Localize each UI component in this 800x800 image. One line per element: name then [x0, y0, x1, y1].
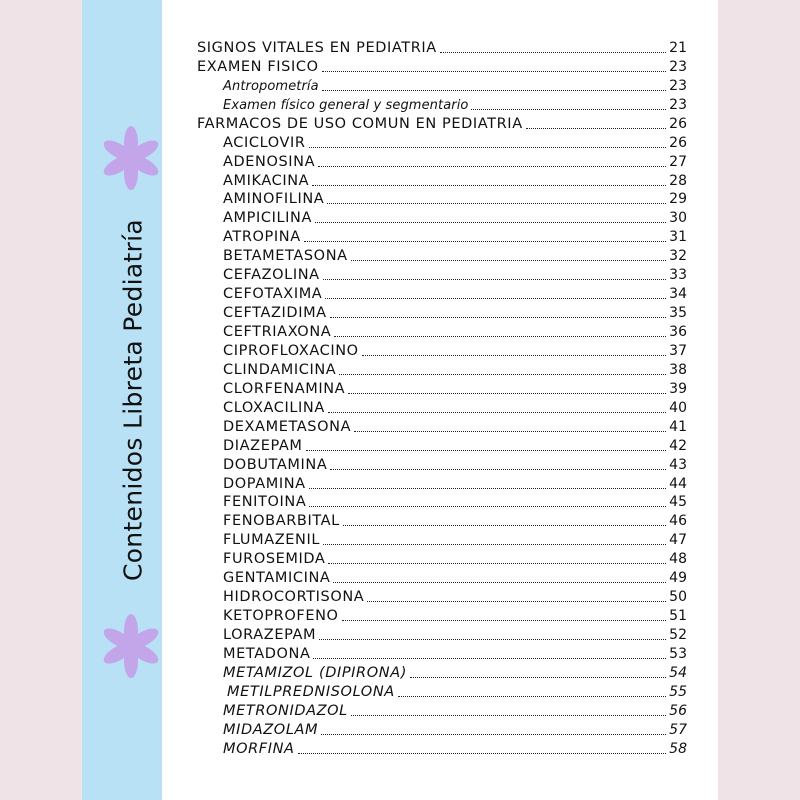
- toc-entry-label: FENITOINA: [223, 494, 307, 511]
- toc-entry-label: MIDAZOLAM: [223, 721, 319, 738]
- toc-entry: [197, 38, 687, 57]
- toc-entry-label: CEFTAZIDIMA: [223, 305, 327, 322]
- dot-leader: [410, 676, 666, 678]
- toc-entry-page: 23: [669, 58, 687, 75]
- dot-leader: [328, 562, 666, 564]
- toc-entry-page: 27: [669, 153, 687, 170]
- toc-entry-page: 50: [669, 589, 687, 606]
- toc-entry: [197, 284, 687, 303]
- toc-entry-page: 51: [669, 608, 687, 625]
- toc-entry-label: HIDROCORTISONA: [223, 589, 365, 606]
- toc-entry-page: 53: [669, 645, 687, 662]
- dot-leader: [309, 505, 666, 507]
- toc-entry-label: ACICLOVIR: [223, 134, 306, 151]
- toc-entry-page: 33: [669, 267, 687, 284]
- toc-entry: [197, 190, 687, 209]
- dot-leader: [315, 221, 666, 223]
- toc-entry-page: 57: [669, 721, 687, 738]
- toc-entry: [197, 303, 687, 322]
- toc-entry-page: 39: [669, 380, 687, 397]
- toc-entry: [197, 455, 687, 474]
- toc-entry: [197, 360, 687, 379]
- dot-leader: [339, 373, 666, 375]
- toc-entry-page: 32: [669, 248, 687, 265]
- toc-entry-label: LORAZEPAM: [223, 627, 317, 643]
- toc-entry-page: 23: [669, 77, 687, 94]
- toc-entry: [197, 436, 687, 455]
- dot-leader: [328, 411, 666, 413]
- toc-entry-page: 56: [669, 702, 687, 719]
- toc-entry-page: 48: [669, 551, 687, 568]
- toc-entry-page: 36: [669, 324, 687, 340]
- toc-entry: [197, 265, 687, 284]
- toc-entry-label: DEXAMETASONA: [223, 418, 352, 435]
- toc-entry-label: DIAZEPAM: [223, 437, 303, 454]
- toc-entry-label: FENOBARBITAL: [223, 513, 340, 530]
- toc-entry-label: FARMACOS DE USO COMUN EN PEDIATRIA: [197, 115, 523, 132]
- toc-entry-label: DOPAMINA: [223, 475, 306, 492]
- dot-leader: [440, 51, 666, 53]
- toc-entry: [197, 76, 687, 95]
- toc-entry: [197, 114, 687, 133]
- dot-leader: [322, 89, 666, 91]
- toc-entry-page: 41: [669, 418, 687, 435]
- toc-entry-page: 46: [669, 513, 687, 530]
- toc-entry: [197, 701, 687, 720]
- toc-entry-page: 54: [669, 664, 687, 681]
- dot-leader: [304, 240, 666, 242]
- toc-entry: [197, 720, 687, 739]
- toc-entry-page: 21: [669, 39, 687, 56]
- toc-entry-label: EXAMEN FISICO: [197, 58, 319, 75]
- toc-entry-label: DOBUTAMINA: [223, 456, 328, 473]
- toc-entry-label: AMINOFILINA: [223, 191, 325, 208]
- toc-entry-label: BETAMETASONA: [223, 248, 348, 265]
- dot-leader: [298, 752, 667, 754]
- toc-entry-page: 37: [669, 342, 687, 359]
- toc-entry-label: ADENOSINA: [223, 153, 316, 170]
- toc-entry-label: AMPICILINA: [223, 210, 312, 227]
- toc-entry-label: Antropometría: [223, 78, 319, 94]
- dot-leader: [318, 165, 666, 167]
- toc-entry-page: 42: [669, 437, 687, 454]
- toc-entry: [197, 208, 687, 227]
- toc-entry-page: 55: [669, 683, 687, 700]
- toc-entry: [197, 682, 687, 701]
- toc-entry-page: 44: [669, 475, 687, 492]
- toc-entry-page: 34: [669, 286, 687, 303]
- dot-leader: [313, 657, 666, 659]
- toc-entry: [197, 663, 687, 682]
- toc-entry-label: MORFINA: [223, 740, 295, 757]
- toc-entry-page: 29: [669, 191, 687, 208]
- toc-entry-page: 28: [669, 172, 687, 189]
- toc-entry: [197, 474, 687, 493]
- dot-leader: [309, 146, 667, 148]
- toc-entry-page: 52: [669, 627, 687, 643]
- dot-leader: [312, 184, 666, 186]
- sidebar-title: Contenidos Libreta Pediatría: [118, 218, 148, 582]
- toc-entry: [197, 417, 687, 436]
- toc-entry-page: 49: [669, 570, 687, 587]
- dot-leader: [526, 127, 666, 129]
- toc-entry-label: CEFTRIAXONA: [223, 324, 332, 340]
- dot-leader: [342, 619, 667, 621]
- toc-entry-label: ATROPINA: [223, 229, 301, 246]
- toc-entry-label: METADONA: [223, 645, 311, 662]
- toc-entry-label: METAMIZOL (DIPIRONA): [223, 664, 407, 681]
- toc-entry: [197, 587, 687, 606]
- toc-entry-label: METILPREDNISOLONA: [227, 683, 395, 700]
- dot-leader: [321, 733, 666, 735]
- toc-entry-label: FLUMAZENIL: [223, 532, 321, 549]
- toc-entry: [197, 606, 687, 625]
- toc-entry-page: 38: [669, 361, 687, 378]
- toc-entry: [197, 398, 687, 417]
- toc-entry-page: 58: [669, 740, 687, 757]
- toc-entry-label: METRONIDAZOL: [223, 702, 348, 719]
- toc-entry: [197, 57, 687, 76]
- table-of-contents: [197, 38, 687, 758]
- toc-entry: [197, 644, 687, 663]
- toc-entry-label: CEFOTAXIMA: [223, 286, 323, 303]
- dot-leader: [354, 430, 666, 432]
- dot-leader: [327, 202, 666, 204]
- toc-entry: [197, 379, 687, 398]
- toc-entry-page: 31: [669, 229, 687, 246]
- toc-entry-page: 35: [669, 305, 687, 322]
- toc-entry-label: CEFAZOLINA: [223, 267, 320, 284]
- dot-leader: [367, 600, 666, 602]
- dot-leader: [471, 108, 666, 110]
- toc-entry-page: 23: [669, 96, 687, 113]
- toc-entry: [197, 171, 687, 190]
- toc-entry-page: 30: [669, 210, 687, 227]
- dot-leader: [323, 543, 666, 545]
- toc-entry-label: CIPROFLOXACINO: [223, 342, 359, 359]
- dot-leader: [322, 70, 667, 72]
- toc-entry: [197, 625, 687, 644]
- dot-leader: [348, 392, 666, 394]
- toc-entry: [197, 530, 687, 549]
- toc-entry: [197, 133, 687, 152]
- toc-entry-label: GENTAMICINA: [223, 570, 331, 587]
- flower-icon: [100, 612, 162, 680]
- dot-leader: [351, 259, 667, 261]
- dot-leader: [325, 297, 666, 299]
- toc-entry-label: CLOXACILINA: [223, 399, 325, 416]
- flower-icon: [100, 124, 162, 192]
- toc-entry: [197, 511, 687, 530]
- toc-entry-label: KETOPROFENO: [223, 608, 339, 625]
- dot-leader: [351, 714, 666, 716]
- dot-leader: [309, 487, 667, 489]
- dot-leader: [362, 354, 666, 356]
- toc-entry: [197, 493, 687, 512]
- dot-leader: [319, 638, 666, 640]
- toc-entry: [197, 152, 687, 171]
- toc-entry: [197, 95, 687, 114]
- toc-entry-label: CLORFENAMINA: [223, 380, 346, 397]
- toc-entry-page: 26: [669, 115, 687, 132]
- dot-leader: [330, 468, 666, 470]
- toc-entry: [197, 568, 687, 587]
- toc-entry: [197, 227, 687, 246]
- dot-leader: [306, 449, 667, 451]
- dot-leader: [398, 695, 666, 697]
- dot-leader: [323, 278, 666, 280]
- toc-entry-page: 26: [669, 134, 687, 151]
- toc-entry: [197, 739, 687, 758]
- dot-leader: [330, 316, 666, 318]
- dot-leader: [333, 581, 666, 583]
- toc-entry-label: FUROSEMIDA: [223, 551, 326, 568]
- toc-entry-page: 43: [669, 456, 687, 473]
- toc-entry: [197, 549, 687, 568]
- toc-entry: [197, 341, 687, 360]
- toc-entry-label: AMIKACINA: [223, 172, 310, 189]
- toc-entry-label: SIGNOS VITALES EN PEDIATRIA: [197, 39, 437, 56]
- dot-leader: [334, 335, 666, 337]
- toc-entry-page: 47: [669, 532, 687, 549]
- toc-entry-label: Examen físico general y segmentario: [223, 97, 469, 113]
- toc-entry: [197, 322, 687, 341]
- toc-entry-page: 40: [669, 399, 687, 416]
- toc-entry: [197, 246, 687, 265]
- dot-leader: [343, 524, 666, 526]
- toc-entry-label: CLINDAMICINA: [223, 361, 337, 378]
- toc-entry-page: 45: [669, 494, 687, 511]
